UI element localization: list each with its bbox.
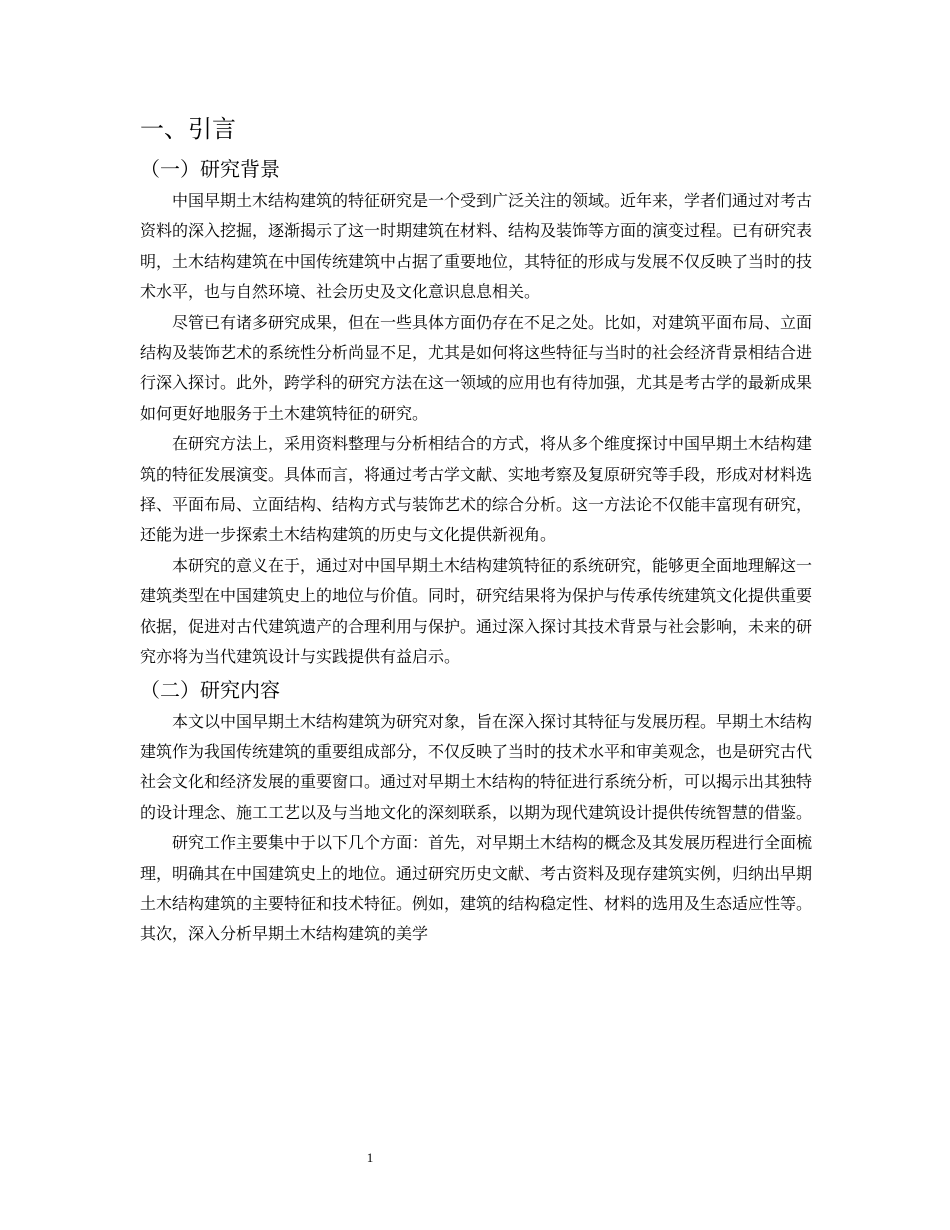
paragraph: 本研究的意义在于，通过对中国早期土木结构建筑特征的系统研究，能够更全面地理解这一建筑类型在中国建筑史上的地位与价值。同时，研究结果将为保护与传承传统建筑文化提供重要依据，促进对古代建筑遗产的合理利用与保护。通过深入探讨其技术背景与社会影响，未来的研究亦将为当代建筑设计与实践提供有益启示。: [140, 555, 813, 667]
paragraph: 研究工作主要集中于以下几个方面：首先，对早期土木结构的概念及其发展历程进行全面梳理，明确其在中国建筑史上的地位。通过研究历史文献、考古资料及现存建筑实例，归纳出早期土木结构建筑的主要特征和技术特征。例如，建筑的结构稳定性、材料的选用及生态适应性等。其次，深入分析早期土木结构建筑的美学: [140, 833, 813, 944]
paragraph: 本文以中国早期土木结构建筑为研究对象，旨在深入探讨其特征与发展历程。早期土木结构建筑作为我国传统建筑的重要组成部分，不仅反映了当时的技术水平和审美观念，也是研究古代社会文化和经济发展的重要窗口。通过对早期土木结构的特征进行系统分析，可以揭示出其独特的设计理念、施工工艺以及与当地文化的深刻联系，以期为现代建筑设计提供传统智慧的借鉴。: [140, 711, 813, 822]
section-heading-background: （一）研究背景: [140, 157, 280, 181]
paragraph: 在研究方法上，采用资料整理与分析相结合的方式，将从多个维度探讨中国早期土木结构建筑的特征发展演变。具体而言，将通过考古学文献、实地考察及复原研究等手段，形成对材料选择、平面布局、立面结构、结构方式与装饰艺术的综合分析。这一方法论不仅能丰富现有研究，还能为进一步探索土木结构建筑的历史与文化提供新视角。: [140, 434, 813, 545]
paragraph: 尽管已有诸多研究成果，但在一些具体方面仍存在不足之处。比如，对建筑平面布局、立面结构及装饰艺术的系统性分析尚显不足，尤其是如何将这些特征与当时的社会经济背景相结合进行深入探讨。此外，跨学科的研究方法在这一领域的应用也有待加强，尤其是考古学的最新成果如何更好地服务于土木建筑特征的研究。: [140, 312, 813, 423]
document-body: [140, 112, 812, 950]
section-heading-content: （二）研究内容: [140, 677, 280, 702]
chapter-heading: 一、引言: [140, 115, 236, 143]
page-number: 1: [366, 1150, 374, 1165]
paragraph: 中国早期土木结构建筑的特征研究是一个受到广泛关注的领域。近年来，学者们通过对考古资料的深入挖掘，逐渐揭示了这一时期建筑在材料、结构及装饰等方面的演变过程。已有研究表明，土木结构建筑在中国传统建筑中占据了重要地位，其特征的形成与发展不仅反映了当时的技术水平，也与自然环境、社会历史及文化意识息息相关。: [140, 191, 813, 302]
